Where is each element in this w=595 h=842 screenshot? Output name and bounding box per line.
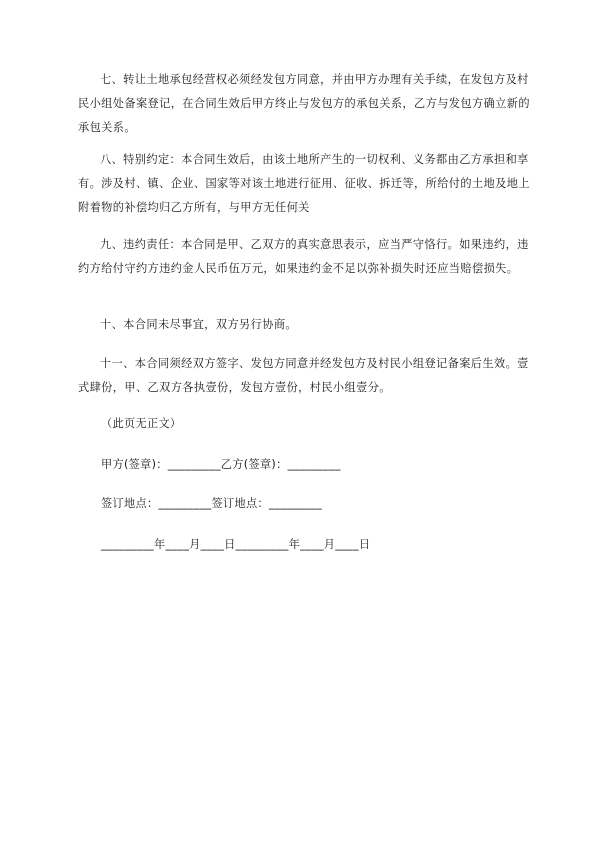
date-line: _________年____月____日_________年____月____日: [101, 538, 371, 551]
clause-8: 八、特别约定：本合同生效后，由该土地所产生的一切权利、义务都由乙方承担和享有。涉及村、镇、企业、国家等对该土地进行征用、征收、拆迁等，所给付的土地及地上附着物的补偿均归乙方所有，与甲方无任何关: [78, 153, 530, 214]
clause-11: 十一、本合同须经双方签字、发包方同意并经发包方及村民小组登记备案后生效。壹式肆份，甲、乙双方各执壹份，发包方壹份，村民小组壹分。: [78, 357, 529, 394]
no-text-note: （此页无正文）: [101, 417, 182, 430]
clause-10: 十、本合同未尽事宜，双方另行协商。: [100, 318, 297, 331]
signature-line: 甲方(签章)：_________乙方(签章)：_________: [101, 458, 341, 471]
clause-9: 九、违约责任：本合同是甲、乙双方的真实意思表示，应当严守恪行。如果违约，违约方给付守约方违约金人民币伍万元，如果违约金不足以弥补损失时还应当赔偿损失。: [78, 238, 529, 275]
clause-7: 七、转让土地承包经营权必须经发包方同意，并由甲方办理有关手续，在发包方及村民小组处备案登记，在合同生效后甲方终止与发包方的承包关系，乙方与发包方确立新的承包关系。: [78, 73, 530, 134]
signing-place-line: 签订地点：_________签订地点：_________: [101, 497, 322, 510]
